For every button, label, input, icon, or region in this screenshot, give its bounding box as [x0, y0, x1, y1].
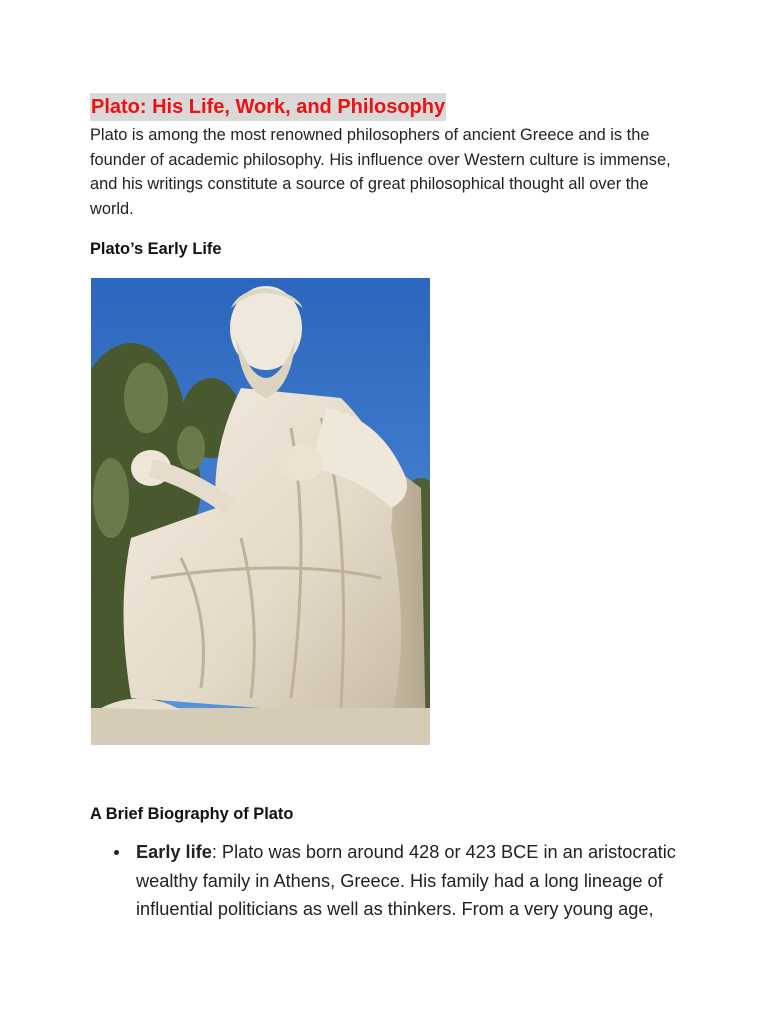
list-item-label: Early life: [136, 842, 212, 862]
biography-list: [112, 838, 712, 924]
section-heading-early-life: Plato’s Early Life: [90, 240, 222, 258]
list-item-text: : Plato was born around 428 or 423 BCE in an aristocratic wealthy family in Athens, Greece. His family had a long lineage of influential politicians as well as thinkers. From a very young age,: [136, 842, 676, 919]
bullet-icon: [114, 850, 119, 855]
list-item: [112, 838, 712, 924]
section-heading-biography: A Brief Biography of Plato: [90, 805, 294, 823]
article-title: Plato: His Life, Work, and Philosophy: [90, 93, 446, 121]
plato-statue-image: [91, 278, 430, 745]
intro-paragraph: Plato is among the most renowned philosophers of ancient Greece and is the founder of academic philosophy. His influence over Western culture is immense, and his writings constitute a source of great philosophical thought all over the world.: [90, 126, 671, 218]
